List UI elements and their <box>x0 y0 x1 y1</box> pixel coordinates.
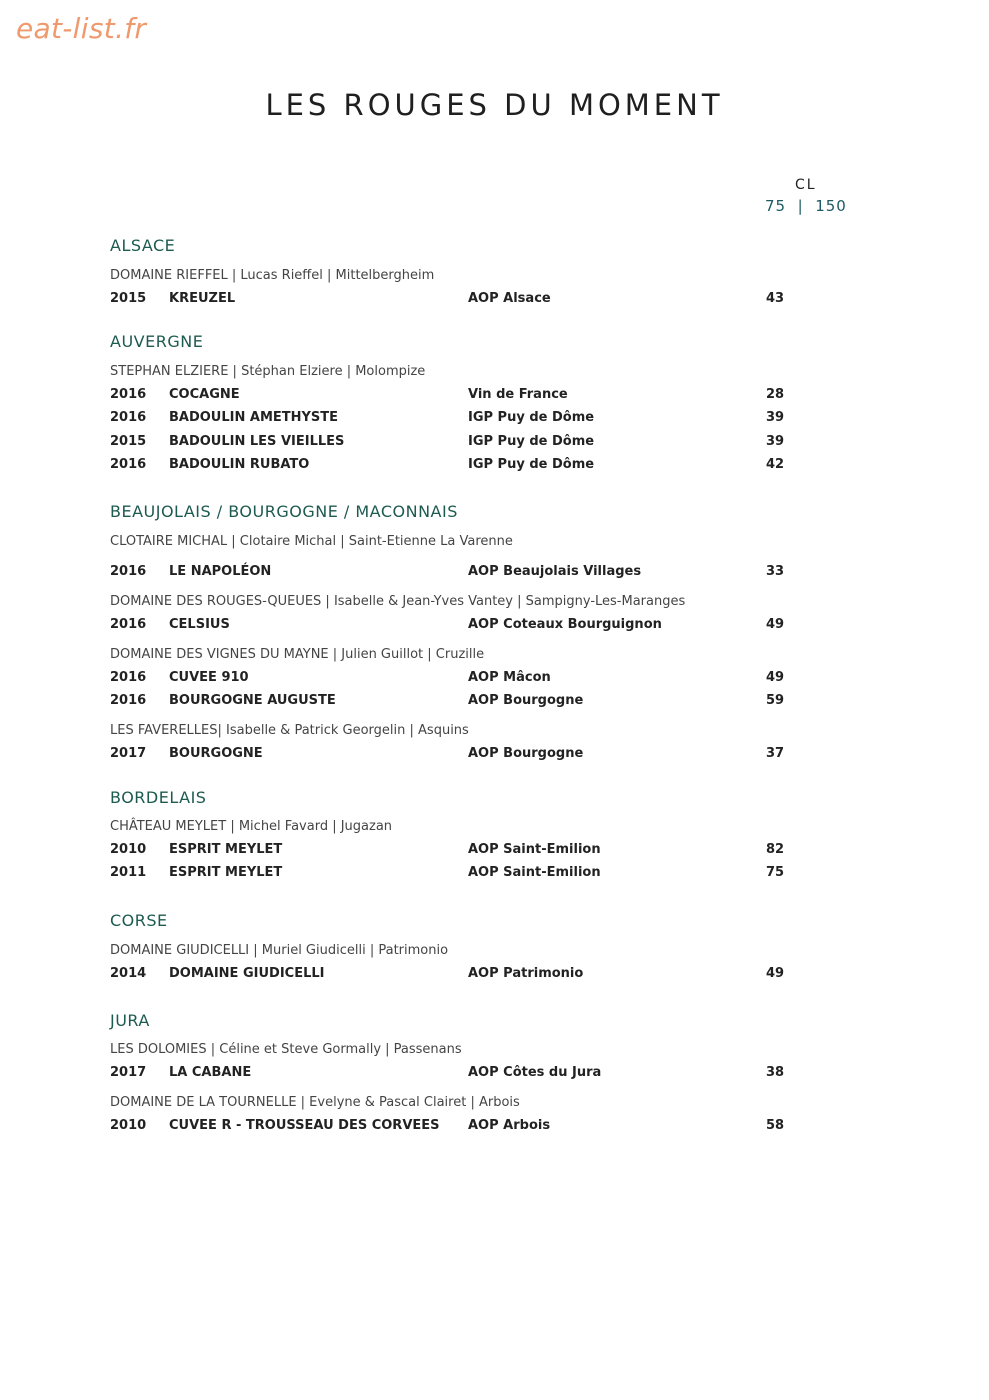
wine-row <box>0 865 989 883</box>
wine-appellation: AOP Bourgogne <box>468 746 584 761</box>
wine-row <box>0 1118 989 1136</box>
wine-name: CUVEE 910 <box>169 670 249 685</box>
producer-line: DOMAINE RIEFFEL | Lucas Rieffel | Mittelbergheim <box>110 268 435 283</box>
producer-line: DOMAINE DE LA TOURNELLE | Evelyne & Pascal Clairet | Arbois <box>110 1095 520 1110</box>
producer-line: CHÂTEAU MEYLET | Michel Favard | Jugazan <box>110 819 393 834</box>
cl-label: CL <box>795 177 817 193</box>
wine-year: 2014 <box>110 966 147 981</box>
wine-appellation: AOP Saint-Emilion <box>468 865 601 880</box>
wine-year: 2017 <box>110 1065 147 1080</box>
wine-year: 2016 <box>110 693 147 708</box>
producer-line: LES DOLOMIES | Céline et Steve Gormally | Passenans <box>110 1042 462 1057</box>
wine-row <box>0 670 989 688</box>
wine-year: 2016 <box>110 564 147 579</box>
wine-price: 33 <box>766 564 785 579</box>
wine-price: 42 <box>766 457 785 472</box>
section-title: ALSACE <box>110 236 176 255</box>
producer-line: DOMAINE GIUDICELLI | Muriel Giudicelli | Patrimonio <box>110 943 449 958</box>
wine-row <box>0 966 989 984</box>
wine-year: 2010 <box>110 1118 147 1133</box>
wine-name: LA CABANE <box>169 1065 252 1080</box>
producer-line: LES FAVERELLES| Isabelle & Patrick Georgelin | Asquins <box>110 723 469 738</box>
section-title: AUVERGNE <box>110 332 204 351</box>
wine-year: 2015 <box>110 291 147 306</box>
wine-appellation: Vin de France <box>468 387 568 402</box>
producer-line: DOMAINE DES ROUGES-QUEUES | Isabelle & Jean-Yves Vantey | Sampigny-Les-Maranges <box>110 594 686 609</box>
section-title: BORDELAIS <box>110 788 207 807</box>
wine-row <box>0 387 989 405</box>
wine-year: 2011 <box>110 865 147 880</box>
watermark: eat-list.fr <box>16 12 147 45</box>
wine-name: DOMAINE GIUDICELLI <box>169 966 325 981</box>
wine-row <box>0 1065 989 1083</box>
wine-name: BOURGOGNE <box>169 746 263 761</box>
wine-row <box>0 746 989 764</box>
wine-price: 82 <box>766 842 785 857</box>
wine-price: 39 <box>766 434 785 449</box>
wine-appellation: AOP Patrimonio <box>468 966 584 981</box>
wine-year: 2016 <box>110 457 147 472</box>
wine-appellation: AOP Coteaux Bourguignon <box>468 617 662 632</box>
wine-year: 2016 <box>110 410 147 425</box>
producer-line: DOMAINE DES VIGNES DU MAYNE | Julien Guillot | Cruzille <box>110 647 485 662</box>
wine-price: 59 <box>766 693 785 708</box>
wine-appellation: IGP Puy de Dôme <box>468 410 595 425</box>
wine-appellation: AOP Arbois <box>468 1118 551 1133</box>
wine-name: CUVEE R - TROUSSEAU DES CORVEES <box>169 1118 440 1133</box>
wine-name: KREUZEL <box>169 291 236 306</box>
producer-line: CLOTAIRE MICHAL | Clotaire Michal | Saint-Etienne La Varenne <box>110 534 513 549</box>
wine-year: 2016 <box>110 387 147 402</box>
wine-name: BADOULIN RUBATO <box>169 457 310 472</box>
producer-line: STEPHAN ELZIERE | Stéphan Elziere | Molompize <box>110 364 426 379</box>
wine-price: 37 <box>766 746 785 761</box>
wine-appellation: AOP Saint-Emilion <box>468 842 601 857</box>
wine-row <box>0 410 989 428</box>
wine-price: 49 <box>766 670 785 685</box>
wine-year: 2016 <box>110 670 147 685</box>
wine-name: BOURGOGNE AUGUSTE <box>169 693 336 708</box>
wine-name: BADOULIN LES VIEILLES <box>169 434 345 449</box>
wine-name: ESPRIT MEYLET <box>169 865 283 880</box>
wine-price: 43 <box>766 291 785 306</box>
bottle-sizes: 75 | 150 <box>765 197 847 215</box>
wine-appellation: AOP Alsace <box>468 291 551 306</box>
wine-year: 2015 <box>110 434 147 449</box>
wine-price: 49 <box>766 617 785 632</box>
wine-appellation: AOP Bourgogne <box>468 693 584 708</box>
wine-name: COCAGNE <box>169 387 240 402</box>
wine-name: CELSIUS <box>169 617 230 632</box>
page-title: LES ROUGES DU MOMENT <box>265 88 724 122</box>
wine-price: 75 <box>766 865 785 880</box>
wine-row <box>0 434 989 452</box>
section-title: JURA <box>110 1011 150 1030</box>
wine-appellation: IGP Puy de Dôme <box>468 457 595 472</box>
wine-price: 38 <box>766 1065 785 1080</box>
wine-row <box>0 617 989 635</box>
wine-price: 39 <box>766 410 785 425</box>
wine-row <box>0 457 989 475</box>
wine-price: 49 <box>766 966 785 981</box>
wine-price: 58 <box>766 1118 785 1133</box>
wine-appellation: IGP Puy de Dôme <box>468 434 595 449</box>
wine-row <box>0 291 989 309</box>
wine-name: LE NAPOLÉON <box>169 564 272 579</box>
wine-appellation: AOP Mâcon <box>468 670 551 685</box>
wine-row <box>0 842 989 860</box>
wine-row <box>0 564 989 582</box>
wine-price: 28 <box>766 387 785 402</box>
wine-name: ESPRIT MEYLET <box>169 842 283 857</box>
wine-year: 2016 <box>110 617 147 632</box>
wine-year: 2010 <box>110 842 147 857</box>
wine-appellation: AOP Côtes du Jura <box>468 1065 602 1080</box>
section-title: CORSE <box>110 911 168 930</box>
wine-name: BADOULIN AMETHYSTE <box>169 410 339 425</box>
section-title: BEAUJOLAIS / BOURGOGNE / MACONNAIS <box>110 502 458 521</box>
wine-appellation: AOP Beaujolais Villages <box>468 564 642 579</box>
wine-year: 2017 <box>110 746 147 761</box>
wine-row <box>0 693 989 711</box>
